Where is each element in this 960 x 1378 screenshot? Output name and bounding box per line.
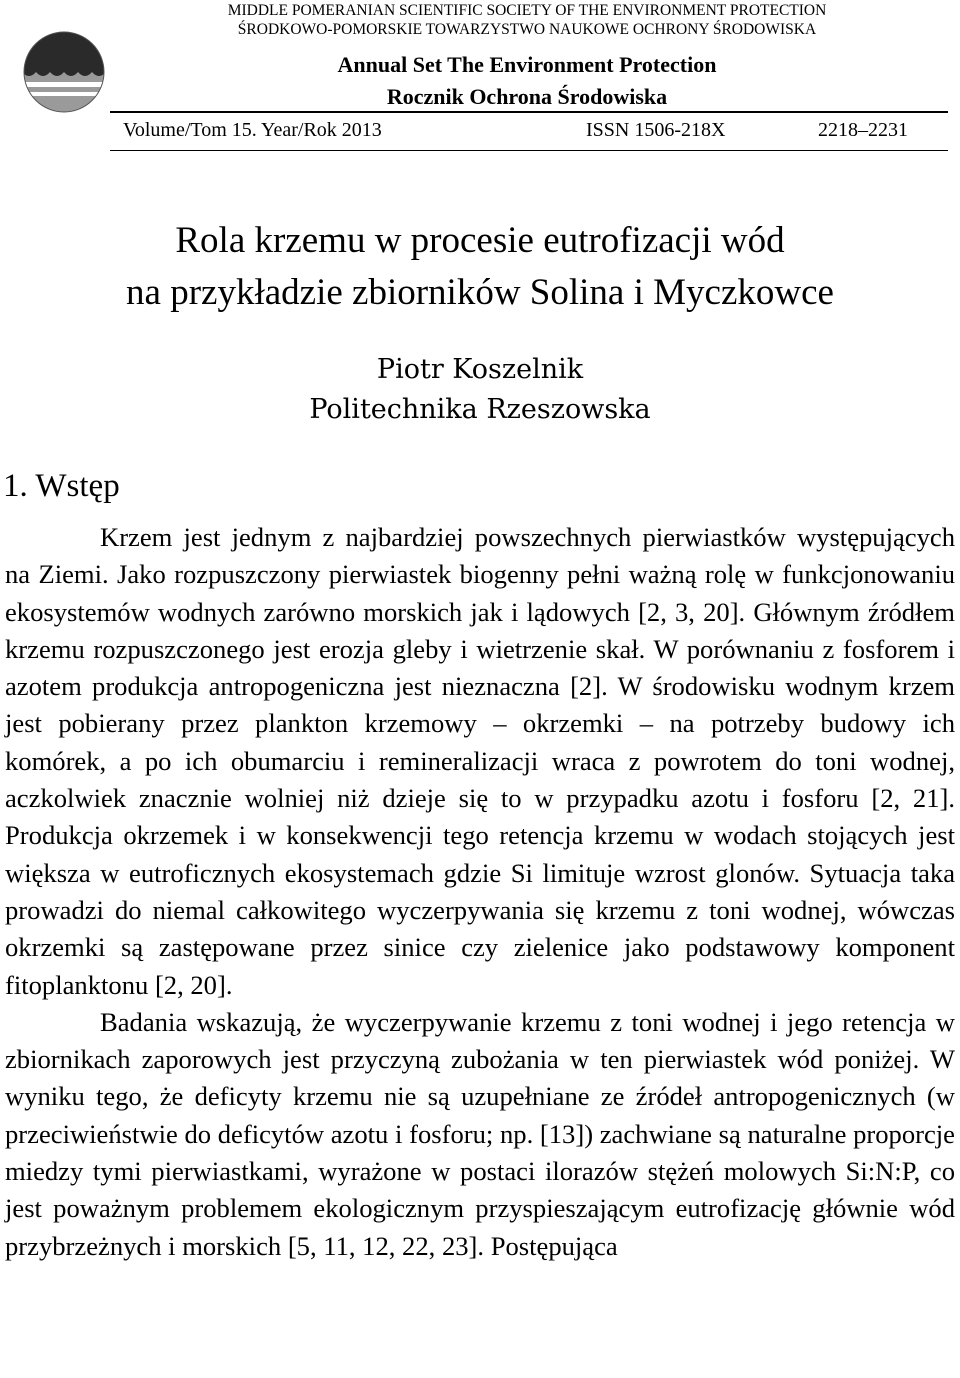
paragraph-2: Badania wskazują, że wyczerpywanie krzemu z toni wodnej i jego retencja w zbiornikach zaporowych jest przyczyną zubożania w ten pierwiastek wód poniżej. W wyniku tego, że deficyty krzemu nie są uzupełniane ze źródeł antropogenicznych (w przeciwieństwie do deficytów azotu i fosforu; np. [13]) zachwiane są naturalne proporcje miedzy tymi pierwiastkami, wyrażone w postaci ilorazów stężeń molowych Si:N:P, co jest poważnym problemem ekologicznym przyspieszającym eutrofizację głównie wód przybrzeżnych i morskich [5, 11, 12, 22, 23]. Postępująca [5, 1006, 955, 1261]
paragraph-1: Krzem jest jednym z najbardziej powszechnych pierwiastków występujących na Ziemi. Jako rozpuszczony pierwiastek biogenny pełni ważną rolę w funkcjonowaniu ekosystemów wodnych zarówno morskich jak i lądowych [2, 3, 20]. Głównym źródłem krzemu rozpuszczonego jest erozja gleby i wietrzenie skał. W porównaniu z fosforem i azotem produkcja antropogeniczna jest nieznaczna [2]. W środowisku wodnym krzem jest pobierany przez plankton krzemowy – okrzemki – na potrzeby budowy ich komórek, a po ich obumarciu i remineralizacji wraca z powrotem do toni wodnej, aczkolwiek znacznie wolniej niż dzieje się to w przypadku azotu i fosforu [2, 21]. Produkcja okrzemek i w konsekwencji tego retencja krzemu w wodach stojących jest większa w eutroficznych ekosystemach gdzie Si limituje wzrost glonów. Sytuacja taka prowadzi do niemal całkowitego wyczerpywania się krzemu z toni wodnej, wówczas okrzemki są zastępowane przez sinice czy zielenice jako podstawowy komponent fitoplanktonu [2, 20]. [5, 522, 955, 1000]
article-title-line-1: Rola krzemu w procesie eutrofizacji wód [175, 220, 785, 261]
header-rule-bottom [110, 150, 948, 151]
article-title-line-2: na przykładzie zbiorników Solina i Myczkowce [126, 272, 834, 313]
header-rule-top [110, 111, 948, 113]
page-range: 2218–2231 [818, 119, 908, 141]
society-logo-icon [22, 30, 106, 114]
society-name-pl: ŚRODKOWO-POMORSKIE TOWARZYSTWO NAUKOWE OCHRONY ŚRODOWISKA [237, 21, 817, 38]
section-heading: 1. Wstęp [3, 468, 120, 504]
issn: ISSN 1506-218X [586, 119, 726, 141]
author-name: Piotr Koszelnik [376, 354, 584, 385]
journal-title-pl: Rocznik Ochrona Środowiska [386, 84, 668, 109]
author-affiliation: Politechnika Rzeszowska [309, 394, 651, 425]
body-text [5, 519, 955, 1265]
volume-year: Volume/Tom 15. Year/Rok 2013 [123, 119, 382, 141]
society-name-en: MIDDLE POMERANIAN SCIENTIFIC SOCIETY OF THE ENVIRONMENT PROTECTION [227, 2, 827, 19]
journal-title-en: Annual Set The Environment Protection [337, 52, 717, 77]
